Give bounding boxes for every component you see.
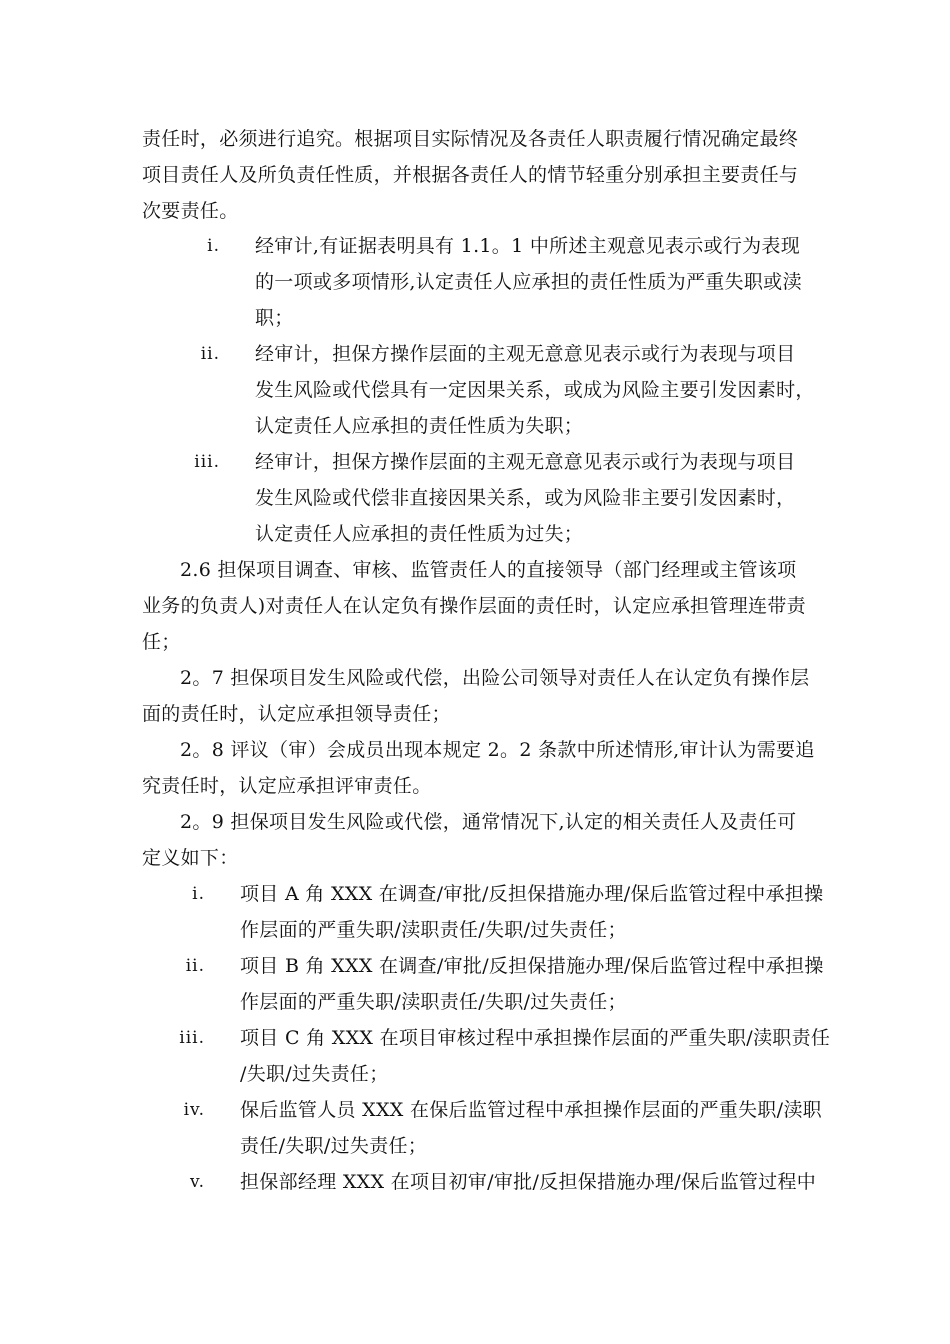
list-b-numeral-5: v. xyxy=(190,1172,205,1192)
para-2-9-line-2: 定义如下： xyxy=(142,847,239,869)
para-2-6-line-1: 2.6 担保项目调查、审核、监管责任人的直接领导（部门经理或主管该项 xyxy=(180,559,797,581)
list-a-item-3-line-2: 发生风险或代偿非直接因果关系，或为风险非主要引发因素时， xyxy=(255,487,796,509)
list-a-numeral-2: ii. xyxy=(200,344,220,364)
list-a-item-1-line-3: 职； xyxy=(255,307,294,329)
list-a-numeral-3: iii. xyxy=(194,452,220,472)
list-b-item-1-line-2: 作层面的严重失职/渎职责任/失职/过失责任； xyxy=(240,919,627,941)
intro-line-2: 项目责任人及所负责任性质，并根据各责任人的情节轻重分别承担主要责任与 xyxy=(142,164,799,186)
para-2-7-line-1: 2。7 担保项目发生风险或代偿，出险公司领导对责任人在认定负有操作层 xyxy=(180,667,810,689)
list-a-item-2-line-2: 发生风险或代偿具有一定因果关系，或成为风险主要引发因素时， xyxy=(255,379,815,401)
list-b-item-3-line-2: /失职/过失责任； xyxy=(240,1063,389,1085)
list-b-item-2-line-2: 作层面的严重失职/渎职责任/失职/过失责任； xyxy=(240,991,627,1013)
list-a-item-2-line-3: 认定责任人应承担的责任性质为失职； xyxy=(255,415,584,437)
list-b-item-5-line-1: 担保部经理 XXX 在项目初审/审批/反担保措施办理/保后监管过程中 xyxy=(240,1171,817,1193)
list-b-item-2-line-1: 项目 B 角 XXX 在调查/审批/反担保措施办理/保后监管过程中承担操 xyxy=(240,955,824,977)
list-a-item-2-line-1: 经审计，担保方操作层面的主观无意意见表示或行为表现与项目 xyxy=(255,343,796,365)
list-b-numeral-2: ii. xyxy=(185,956,205,976)
para-2-9-line-1: 2。9 担保项目发生风险或代偿，通常情况下,认定的相关责任人及责任可 xyxy=(180,811,797,833)
para-2-8-line-1: 2。8 评议（审）会成员出现本规定 2。2 条款中所述情形,审计认为需要追 xyxy=(180,739,815,761)
list-b-numeral-4: iv. xyxy=(183,1100,205,1120)
list-a-item-3-line-3: 认定责任人应承担的责任性质为过失； xyxy=(255,523,584,545)
para-2-7-line-2: 面的责任时，认定应承担领导责任； xyxy=(142,703,451,725)
list-b-item-4-line-1: 保后监管人员 XXX 在保后监管过程中承担操作层面的严重失职/渎职 xyxy=(240,1099,822,1121)
intro-line-3: 次要责任。 xyxy=(142,200,239,222)
list-a-item-3-line-1: 经审计，担保方操作层面的主观无意意见表示或行为表现与项目 xyxy=(255,451,796,473)
intro-line-1: 责任时，必须进行追究。根据项目实际情况及各责任人职责履行情况确定最终 xyxy=(142,128,799,150)
list-a-item-1-line-1: 经审计,有证据表明具有 1.1。1 中所述主观意见表示或行为表现 xyxy=(255,235,801,257)
list-b-numeral-3: iii. xyxy=(179,1028,205,1048)
list-b-numeral-1: i. xyxy=(192,884,205,904)
para-2-6-line-2: 业务的负责人)对责任人在认定负有操作层面的责任时，认定应承担管理连带责 xyxy=(142,595,806,617)
para-2-8-line-2: 究责任时，认定应承担评审责任。 xyxy=(142,775,432,797)
list-b-item-1-line-1: 项目 A 角 XXX 在调查/审批/反担保措施办理/保后监管过程中承担操 xyxy=(240,883,824,905)
list-a-numeral-1: i. xyxy=(207,236,220,256)
para-2-6-line-3: 任； xyxy=(142,631,181,653)
list-a-item-1-line-2: 的一项或多项情形,认定责任人应承担的责任性质为严重失职或渎 xyxy=(255,271,802,293)
list-b-item-3-line-1: 项目 C 角 XXX 在项目审核过程中承担操作层面的严重失职/渎职责任 xyxy=(240,1027,831,1049)
list-b-item-4-line-2: 责任/失职/过失责任； xyxy=(240,1135,428,1157)
